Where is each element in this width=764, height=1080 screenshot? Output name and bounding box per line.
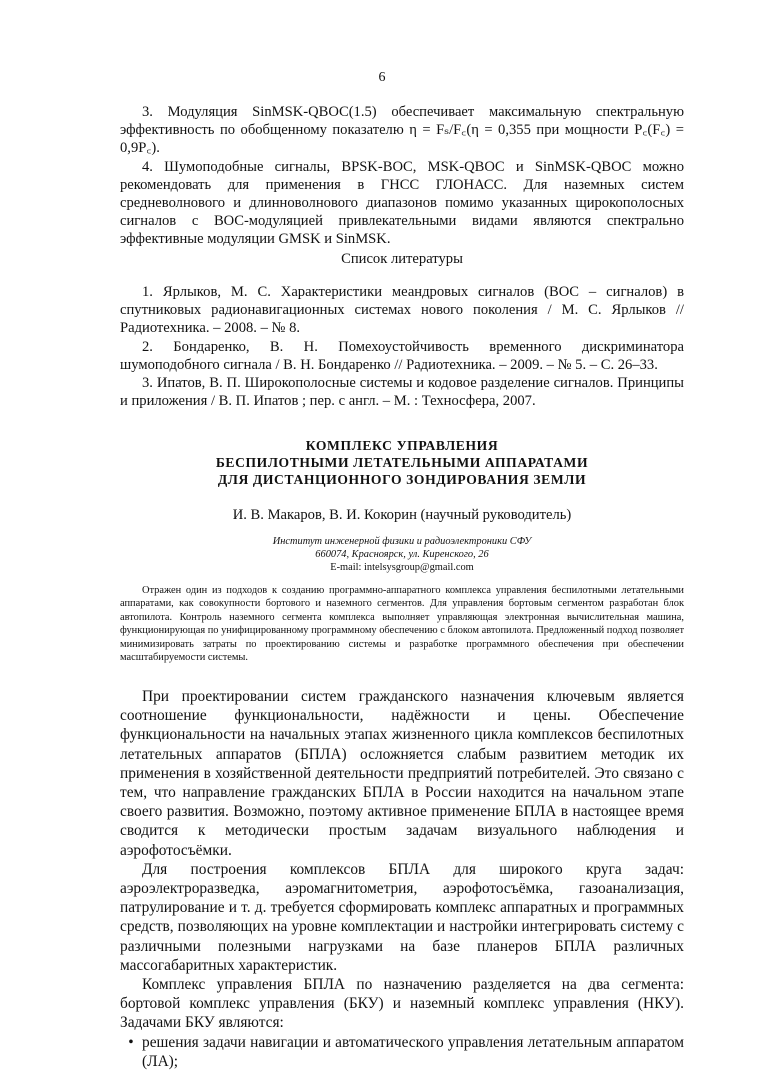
article-title bbox=[120, 437, 684, 488]
bullet-icon: • bbox=[128, 1033, 134, 1051]
authors-block bbox=[120, 506, 684, 524]
reference-item: 3. Ипатов, В. П. Широкополосные системы и кодовое разделение сигналов. Принципы и приложения / В. П. Ипатов ; пер. с англ. – М. : Техносфера, 2007. bbox=[120, 375, 684, 410]
title-line: КОМПЛЕКС УПРАВЛЕНИЯ bbox=[305, 438, 499, 453]
abstract: Отражен один из подходов к созданию программно-аппаратного комплекса управления беспилотными летательными аппаратами, как совокупности бортового и наземного сегментов. Для управления бортовым сегментом разработан блок автопилота. Контроль наземного сегмента комплекса выполняет управляющая электронная вычислительная машина, функционирующая по унифицированному программному обеспечению с блоком автопилота. Предложенный подход позволяет минимизировать затраты по проектированию системы и разработке программного обеспечения при обеспечении масштабируемости системы. bbox=[120, 585, 684, 664]
authors: И. В. Макаров, В. И. Кокорин (научный руководитель) bbox=[232, 507, 572, 523]
body-paragraph: При проектировании систем гражданского назначения ключевым является соотношение функциональности, надёжности и цены. Обеспечение функциональности на начальных этапах жизненного цикла комплексов беспилотных летательных аппаратов (БПЛА) осложняется слабым развитием методик их применения в хозяйственной деятельности предприятий потребителей. Это связано с тем, что направление гражданских БПЛА в России находится на начальном этапе своего развития. Возможно, поэтому активное применение БПЛА в настоящее время сводится к методически простым задачам визуального наблюдения и аэрофотосъёмки. bbox=[120, 688, 684, 859]
article-body bbox=[120, 687, 684, 1071]
title-line: ДЛЯ ДИСТАНЦИОННОГО ЗОНДИРОВАНИЯ ЗЕМЛИ bbox=[217, 472, 587, 487]
references-section bbox=[120, 250, 684, 268]
abstract-block bbox=[120, 584, 684, 664]
bullet-text: решения задачи навигации и автоматического управления летательным аппаратом (ЛА); bbox=[142, 1033, 684, 1070]
reference-item: 2. Бондаренко, В. Н. Помехоустойчивость временного дискриминатора шумоподобного сигнала / В. Н. Бондаренко // Радиотехника. – 2009. – № 5. – С. 26–33. bbox=[120, 338, 684, 373]
reference-item: 1. Ярлыков, М. С. Характеристики меандровых сигналов (BOC – сигналов) в спутниковых радионавигационных системах нового поколения / М. С. Ярлыков // Радиотехника. – 2008. – № 8. bbox=[120, 284, 684, 337]
email: E-mail: intelsysgroup@gmail.com bbox=[330, 562, 474, 573]
references-heading: Список литературы bbox=[341, 251, 463, 267]
bullet-item bbox=[120, 1033, 684, 1071]
body-paragraph: Комплекс управления БПЛА по назначению разделяется на два сегмента: бортовой комплекс управления (БКУ) и наземный комплекс управления (НКУ). Задачами БКУ являются: bbox=[120, 976, 684, 1032]
conclusion-item-3: 3. Модуляция SinMSK-QBOC(1.5) обеспечивает максимальную спектральную эффективность по обобщенному показателю η = Fₛ/F꜀(η = 0,355 при мощности P꜀(F꜀) = 0,9P꜀). bbox=[120, 104, 684, 157]
conclusion-item-4: 4. Шумоподобные сигналы, BPSK-BOC, MSK-QBOC и SinMSK-QBOC можно рекомендовать для применения в ГНСС ГЛОНАСС. Для наземных систем средневолнового и длинноволнового диапазонов помимо указанных щирокополосных сигналов с BOC-модуляцией привлекательными видами являются спектрально эффективные модуляции GMSK и SinMSK. bbox=[120, 158, 684, 248]
title-line: БЕСПИЛОТНЫМИ ЛЕТАТЕЛЬНЫМИ АППАРАТАМИ bbox=[215, 455, 589, 470]
references-list bbox=[120, 283, 684, 410]
affiliation-block bbox=[120, 535, 684, 574]
affiliation: Институт инженерной физики и радиоэлектроники СФУ bbox=[272, 536, 532, 547]
body-paragraph: Для построения комплексов БПЛА для широкого круга задач: аэроэлектроразведка, аэромагнитометрия, аэрофотосъёмка, газоанализация, патрулирование и т. д. требуется сформировать комплекс аппаратных и программных средств, позволяющих на уровне комплектации и настройки интегрировать систему с различными полезными нагрузками на базе планеров БПЛА различных массогабаритных характеристик. bbox=[120, 860, 684, 974]
conclusions-section bbox=[120, 103, 684, 249]
page-number: 6 bbox=[378, 70, 386, 85]
address: 660074, Красноярск, ул. Киренского, 26 bbox=[315, 549, 489, 560]
